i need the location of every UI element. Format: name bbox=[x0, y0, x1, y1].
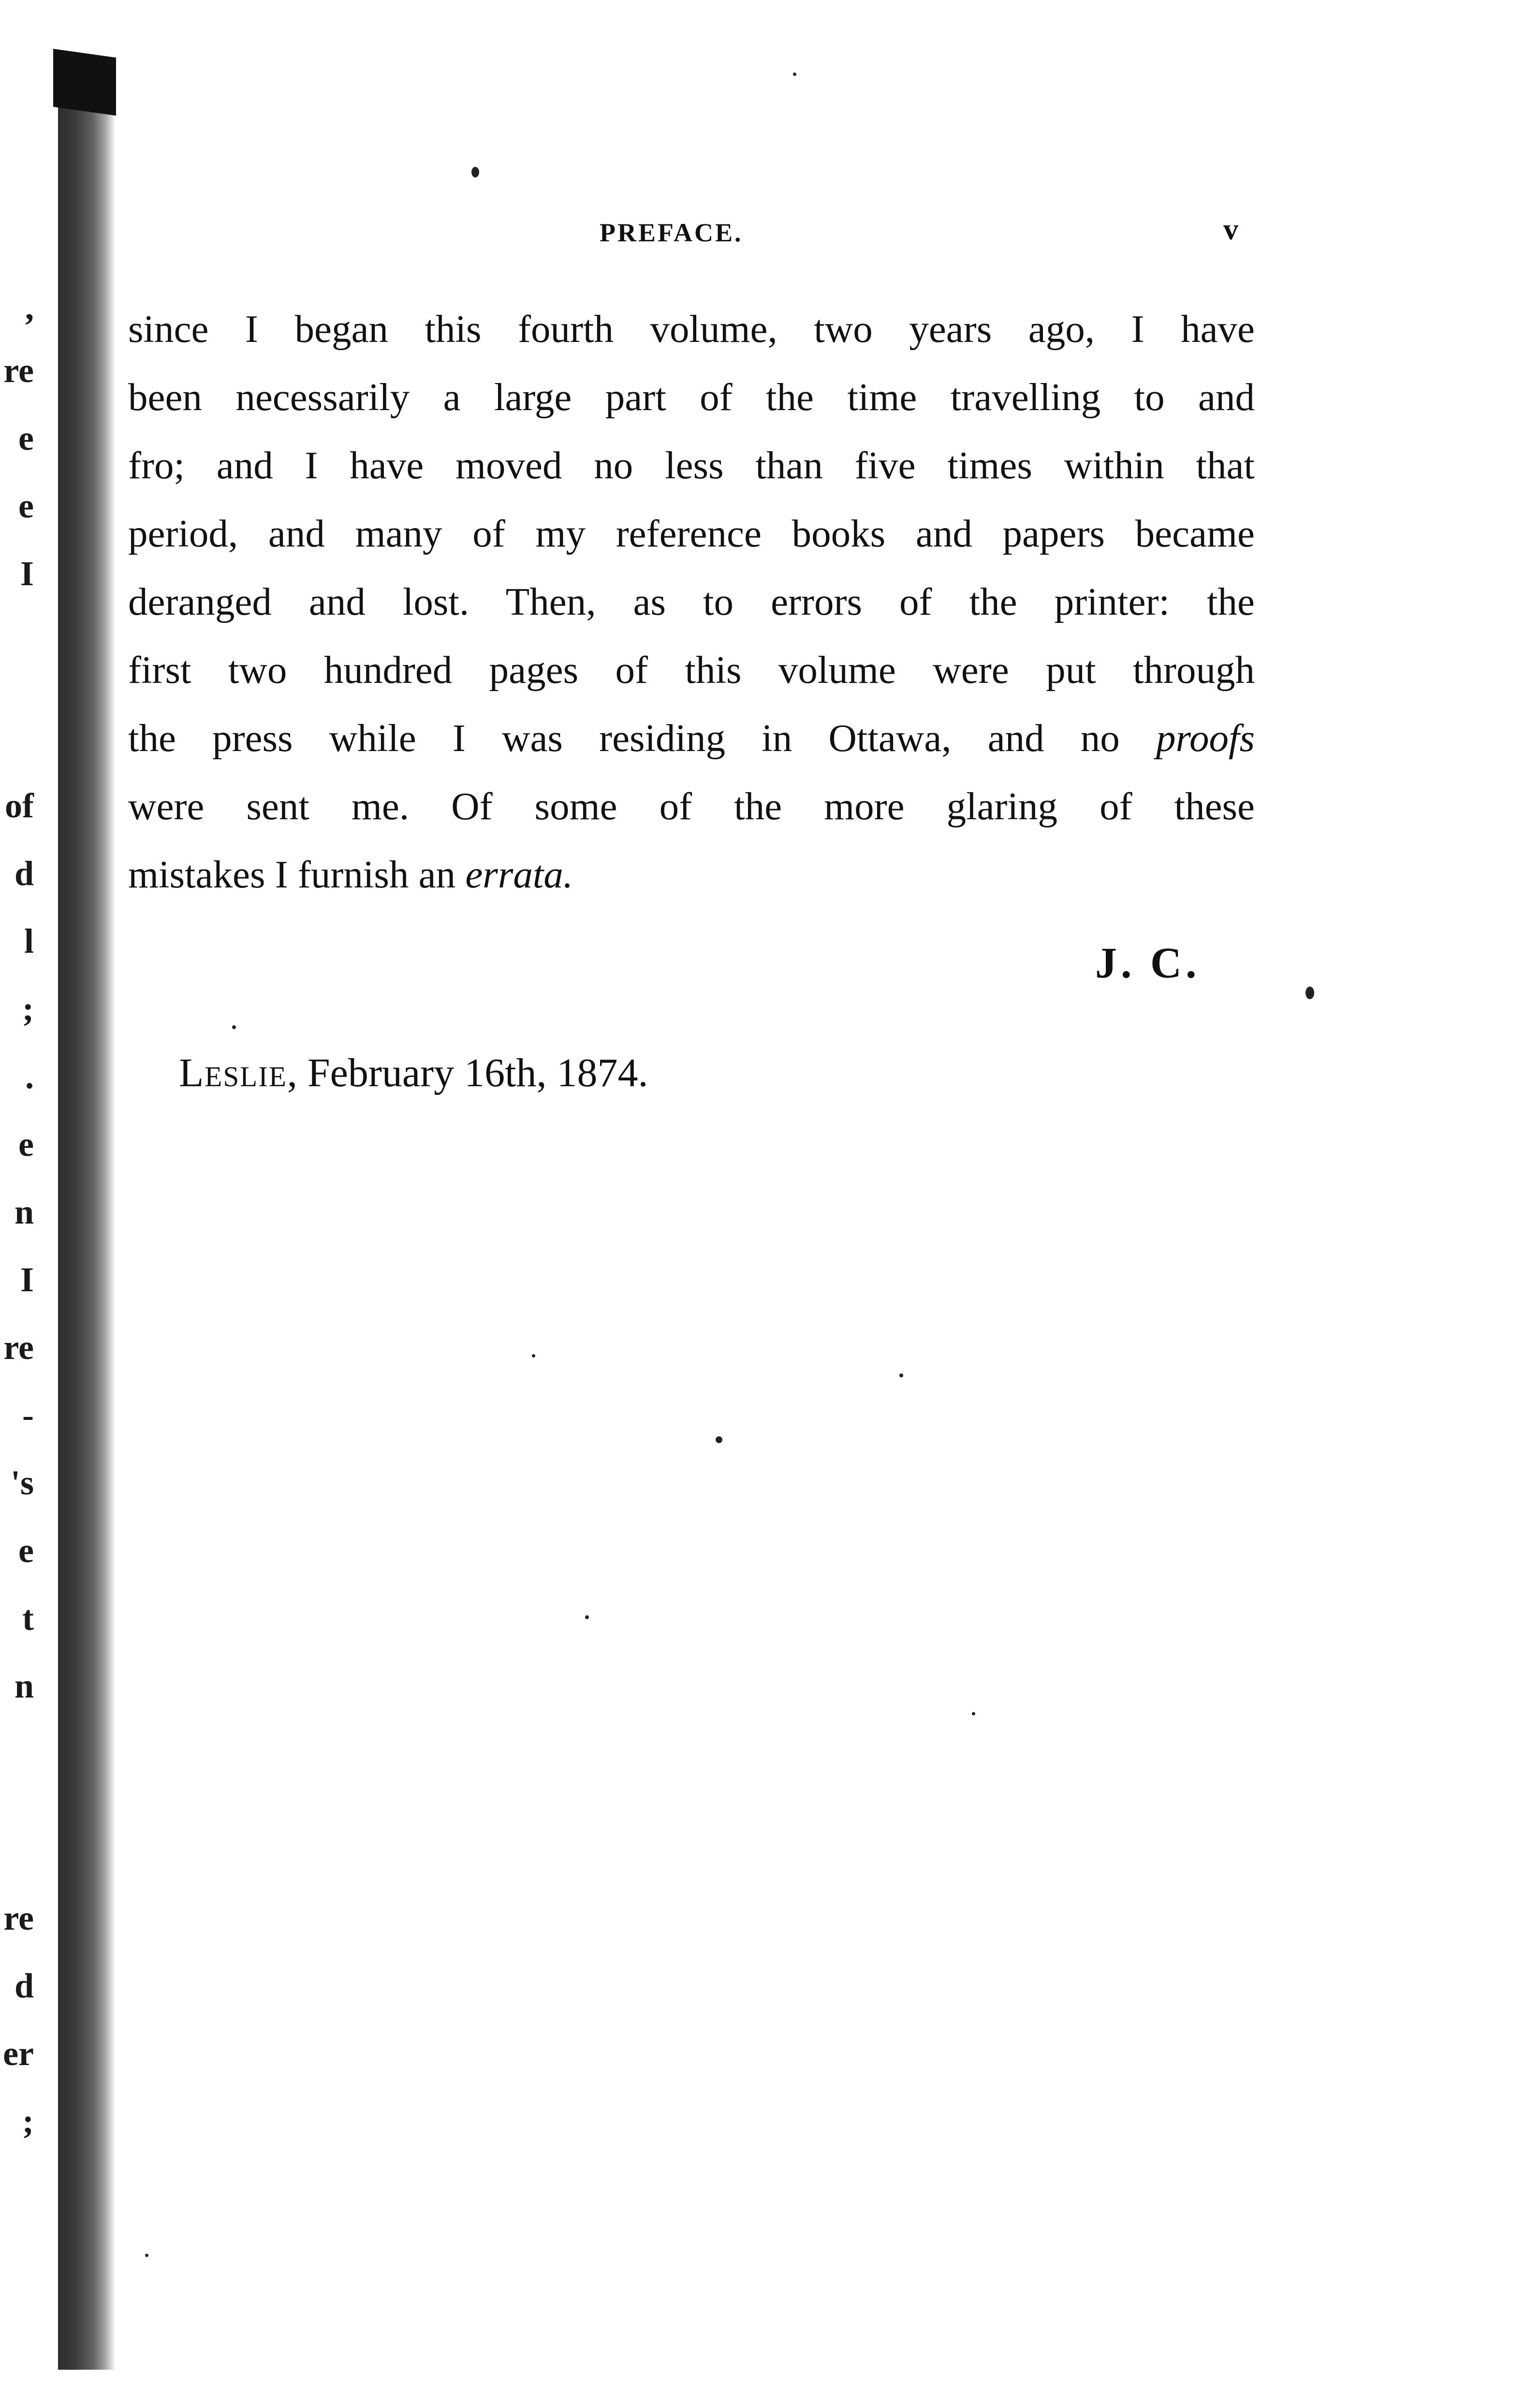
facing-fragment: I bbox=[20, 1260, 34, 1299]
facing-fragment: re bbox=[3, 1899, 34, 1937]
facing-fragment: e bbox=[18, 1125, 34, 1164]
italic-word-errata: errata. bbox=[465, 853, 573, 896]
facing-fragment: e bbox=[18, 1531, 34, 1570]
scan-speck bbox=[145, 2254, 148, 2257]
text-line: period, and many of my reference books and papers became bbox=[128, 512, 1255, 555]
scan-speck bbox=[793, 73, 796, 76]
author-initials: J. C. bbox=[1095, 939, 1201, 987]
text-line: been necessarily a large part of the time travelling to and bbox=[128, 375, 1255, 419]
facing-fragment: , bbox=[25, 288, 34, 327]
facing-fragment: n bbox=[14, 1667, 34, 1705]
scan-speck bbox=[471, 167, 479, 177]
page-number: v bbox=[1223, 213, 1238, 246]
text-line: first two hundred pages of this volume were put through bbox=[128, 648, 1255, 692]
facing-fragment: re bbox=[3, 1328, 34, 1367]
text-segment: mistakes I furnish an bbox=[128, 853, 456, 896]
facing-fragment: e bbox=[18, 487, 34, 525]
text-line bbox=[128, 841, 1255, 909]
dateline-date: , February 16th, 1874. bbox=[287, 1050, 648, 1095]
text-line bbox=[128, 704, 1255, 772]
binding-shadow bbox=[53, 49, 116, 116]
scan-speck bbox=[585, 1615, 589, 1619]
scan-speck bbox=[232, 1025, 236, 1029]
facing-fragment: of bbox=[5, 786, 34, 825]
facing-fragment: . bbox=[25, 1057, 34, 1096]
italic-word-proofs: proofs bbox=[1156, 716, 1255, 760]
dateline-place: Leslie bbox=[179, 1050, 287, 1095]
scan-speck bbox=[532, 1354, 535, 1358]
text-line: were sent me. Of some of the more glaring of these bbox=[128, 784, 1255, 828]
facing-fragment: er bbox=[3, 2034, 34, 2073]
text-line: deranged and lost. Then, as to errors of the printer: the bbox=[128, 580, 1255, 623]
preface-body bbox=[128, 295, 1255, 909]
facing-fragment: 's bbox=[10, 1463, 34, 1502]
text-line: since I began this fourth volume, two years ago, I have bbox=[128, 307, 1255, 351]
facing-fragment: re bbox=[3, 351, 34, 390]
facing-fragment: n bbox=[14, 1193, 34, 1231]
facing-fragment: I bbox=[20, 554, 34, 593]
facing-fragment: e bbox=[18, 419, 34, 458]
scan-speck bbox=[899, 1373, 903, 1377]
text-line: fro; and I have moved no less than five times within that bbox=[128, 443, 1255, 487]
facing-fragment: t bbox=[22, 1599, 34, 1638]
facing-fragment: d bbox=[14, 1966, 34, 2005]
facing-page-fragments bbox=[0, 290, 34, 2225]
scan-speck bbox=[716, 1436, 722, 1443]
text-segment: the press while I was residing in Ottawa, and no bbox=[128, 716, 1120, 760]
running-head: PREFACE. bbox=[600, 218, 743, 247]
book-binding-edge bbox=[58, 58, 116, 2370]
facing-fragment: - bbox=[22, 1396, 34, 1434]
facing-fragment: ; bbox=[22, 2102, 34, 2140]
facing-fragment: l bbox=[24, 922, 34, 960]
facing-fragment: ; bbox=[22, 989, 34, 1028]
scan-speck bbox=[1305, 987, 1314, 999]
facing-fragment: d bbox=[14, 854, 34, 893]
dateline bbox=[179, 1049, 648, 1096]
scan-speck bbox=[972, 1712, 975, 1715]
